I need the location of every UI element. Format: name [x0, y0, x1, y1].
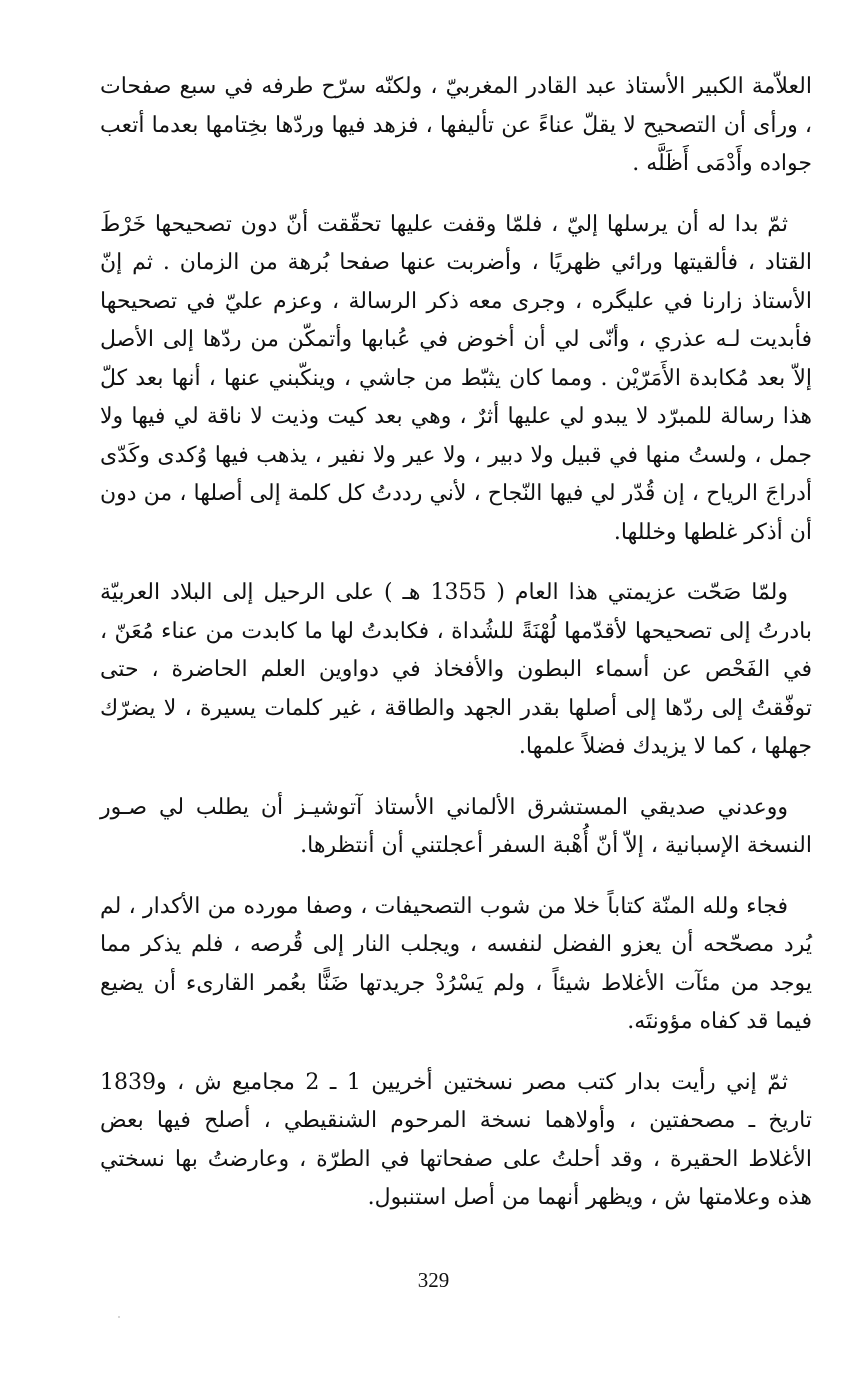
paragraph-6: ثمّ إني رأيت بدار كتب مصر نسختين أخريين 1 ـ 2 مجاميع ش ، و1839 تاريخ ـ مصحفتين ، وأولاهما نسخة المرحوم الشنقيطي ، أصلح فيها بعض الأغلاط الحقيرة ، وقد أحلتُ على صفحاتها في الطرّة ، وعارضتُ بها نسختي هذه وعلامتها ش ، ويظهر أنهما من أصل استنبول. — [100, 1069, 812, 1210]
body-text — [100, 68, 812, 1240]
paragraph-1: العلاّمة الكبير الأستاذ عبد القادر المغربيّ ، ولكنّه سرّح طرفه في سبع صفحات ، ورأى أن التصحيح لا يقلّ عناءً عن تأليفها ، فزهد فيها وردّها بخِتامها بعدما أتعب جواده وأَدْمَى أَظَلَّه . — [100, 74, 812, 176]
paragraph-4: ووعدني صديقي المستشرق الألماني الأستاذ آتوشيـز أن يطلب لي صـور النسخة الإسبانية ، إلاّ أنّ أُهْبة السفر أعجلتني أن أنتظرها. — [100, 794, 812, 858]
page-number: 329 — [417, 1268, 450, 1292]
paragraph-2: ثمّ بدا له أن يرسلها إليّ ، فلمّا وقفت عليها تحقّقت أنّ دون تصحيحها خَرْطَ القتاد ، فألقيتها ورائي ظهريًا ، وأضربت عنها صفحا بُرهة من الزمان . ثم إنّ الأستاذ زارنا في عليگره ، وجرى معه ذكر الرسالة ، وعزم عليّ في تصحيحها فأبديت لـه عذري ، وأنّى لي أن أخوض في عُبابها وأتمكّن من ردّها إلى الأصل إلاّ بعد مُكابدة الأَمَرّيْن . ومما كان يثبّط من جاشي ، وينكّبني عنها ، أنها بعد كلّ هذا رسالة للمبرّد لا يبدو لي عليها أثرٌ ، وهي بعد كيت وذيت لا ناقة لي فيها ولا جمل ، ولستُ منها في قبيل ولا دبير ، ولا عير ولا نفير ، يذهب فيها وُكدى وكَدّى أدراجَ الرياح ، إن قُدّر لي فيها النّجاح ، لأني رددتُ كل كلمة إلى أصلها ، من دون أن أذكر غلطها وخللها. — [100, 211, 812, 545]
scan-speck — [118, 1316, 120, 1318]
paragraph-5: فجاء ولله المنّة كتاباً خلا من شوب التصحيفات ، وصفا مورده من الأكدار ، لم يُرد مصحّحه أن يعزو الفضل لنفسه ، ويجلب النار إلى قُرصه ، فلم يذكر مما يوجد من مئآت الأغلاط شيئاً ، ولم يَسْرُدْ جريدتها ضَنًّا بعُمر القارىء أن يضيع فيما قد كفاه مؤونتَه. — [100, 893, 812, 1034]
paragraph-3: ولمّا صَحّت عزيمتي هذا العام ( 1355 هـ ) على الرحيل إلى البلاد العربيّة بادرتُ إلى تصحيحها لأقدّمها لُهْنَةً للشُداة ، فكابدتُ لها ما كابدت من عناء مُعَنّ ، في الفَحْص عن أسماء البطون والأفخاذ في دواوين العلم الحاضرة ، حتى توفّقتُ إلى ردّها إلى أصلها بقدر الجهد والطاقة ، غير كلمات يسيرة ، لا يضرّك جهلها ، كما لا يزيدك فضلاً علمها. — [100, 580, 812, 759]
